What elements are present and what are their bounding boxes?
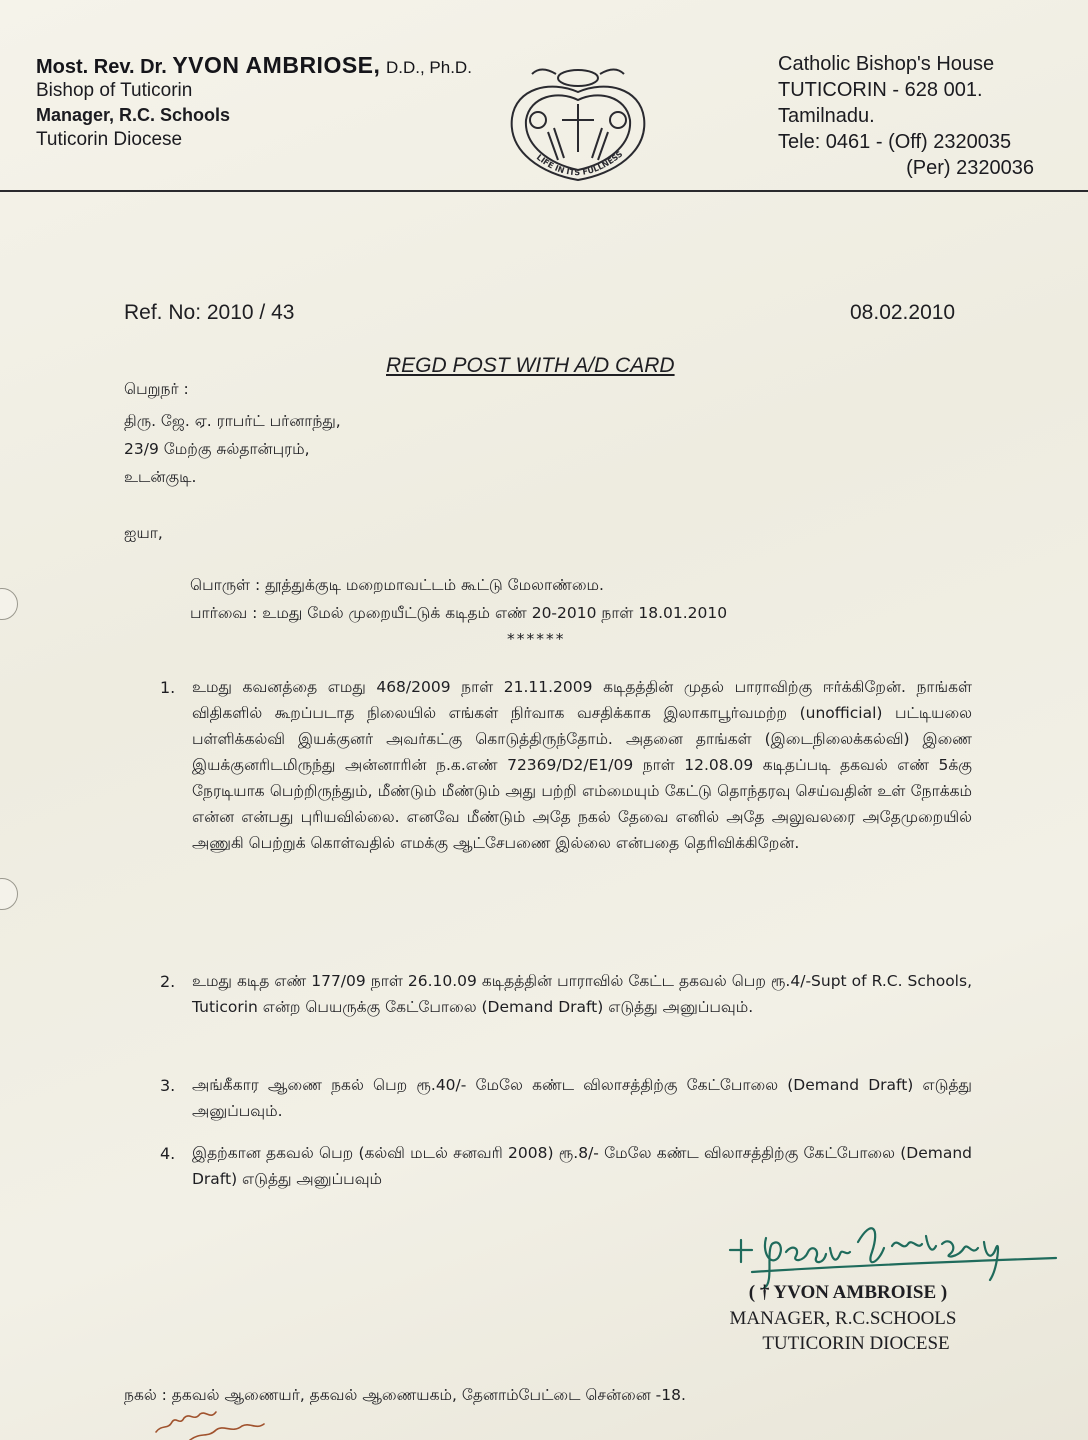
address-line-1: Catholic Bishop's House <box>778 53 995 75</box>
sender-diocese: Tuticorin Diocese <box>36 129 183 150</box>
point-paragraph: அங்கீகார ஆணை நகல் பெற ரூ.40/- மேலே கண்ட விலாசத்திற்கு கேட்போலை (Demand Draft) எடுத்து அனுப்பவும். <box>192 1076 972 1120</box>
point-number: 1. <box>160 678 176 697</box>
letter-date: 08.02.2010 <box>850 301 956 324</box>
phone-personal: (Per) 2320036 <box>906 157 1034 179</box>
address-line-2: TUTICORIN - 628 001. <box>778 79 983 101</box>
point-paragraph: உமது கவனத்தை எமது 468/2009 நாள் 21.11.2009 கடிதத்தின் முதல் பாராவிற்கு ஈர்க்கிறேன். நாங்கள் விதிகளில் கூறப்படாத நிலையில் எங்கள் நிர்வாக வசதிக்காக இலாகாபூர்வமற்ற (unofficial) பட்டியலை பள்ளிக்கல்வி இயக்குனர் அவர்கட்கு கொடுத்திருந்தோம். அதனை தாங்கள் (இடைநிலைக்கல்வி) இணை இயக்குனரிடமிருந்து அன்னாரின் ந.க.எண் 72369/D2/E1/09 நாள் 12.08.09 கடிதப்படி தகவல் எண் 5க்கு நேரடியாக பெற்றிருந்தும், மீண்டும் மீண்டும் அது பற்றி எம்மையும் கேட்டு தொந்தரவு செய்வதின் உள் நோக்கம் என்ன என்பது புரியவில்லை. எனவே மீண்டும் அதே நகல் தேவை எனில் அதே அலுவலரை அதேமுறையில் அணுகி பெற்றுக் கொள்வதில் எமக்கு ஆட்சேபணை இல்லை என்பதை தெரிவிக்கிறேன். <box>192 678 972 852</box>
reference-number: Ref. No: 2010 / 43 <box>124 301 295 324</box>
letterhead-divider <box>0 190 1088 192</box>
svg-text:LIFE IN ITS FULLNESS <box>535 149 625 177</box>
subject-line: பொருள் : தூத்துக்குடி மறைமாவட்டம் கூட்டு மேலாண்மை. <box>190 576 604 594</box>
signatory-diocese: TUTICORIN DIOCESE <box>762 1333 950 1354</box>
diocese-seal-icon <box>498 62 658 186</box>
seal-motto: LIFE IN ITS FULLNESS <box>534 149 625 178</box>
recipient-label: பெறுநர் : <box>124 380 189 398</box>
reference-line: பார்வை : உமது மேல் முறையீட்டுக் கடிதம் எண் 20-2010 நாள் 18.01.2010 <box>190 604 728 622</box>
salutation: ஐயா, <box>124 524 163 542</box>
signatory-name: ( † YVON AMBROISE ) <box>748 1282 948 1303</box>
post-type-heading: REGD POST WITH A/D CARD <box>386 354 675 377</box>
point-number: 3. <box>160 1076 176 1095</box>
recipient-name: திரு. ஜே. ஏ. ராபர்ட் பர்னாந்து, <box>124 412 341 430</box>
point-paragraph: இதற்கான தகவல் பெற (கல்வி மடல் சனவரி 2008) ரூ.8/- மேலே கண்ட விலாசத்திற்கு கேட்போலை (Demand Draft) எடுத்து அனுப்பவும் <box>192 1144 972 1188</box>
separator: ****** <box>507 630 566 648</box>
point-paragraph: உமது கடித எண் 177/09 நாள் 26.10.09 கடிதத்தின் பாராவில் கேட்ட தகவல் பெற ரூ.4/-Supt of R.C. Schools, Tuticorin என்ற பெயருக்கு கேட்போலை (Demand Draft) எடுத்து அனுப்பவும். <box>192 972 972 1016</box>
sender-title: Bishop of Tuticorin <box>36 80 193 101</box>
signatory-title: MANAGER, R.C.SCHOOLS <box>729 1308 957 1329</box>
handwritten-note <box>150 1400 290 1440</box>
recipient-street: 23/9 மேற்கு சுல்தான்புரம், <box>124 440 310 458</box>
point-number: 4. <box>160 1144 176 1163</box>
phone-office: Tele: 0461 - (Off) 2320035 <box>778 131 1012 153</box>
recipient-town: உடன்குடி. <box>124 468 197 486</box>
sender-manager: Manager, R.C. Schools <box>36 105 231 125</box>
sender-name: Most. Rev. Dr. YVON AMBRIOSE, D.D., Ph.D. <box>36 52 472 78</box>
point-number: 2. <box>160 972 176 991</box>
address-line-3: Tamilnadu. <box>778 105 875 127</box>
copy-to-line: நகல் : தகவல் ஆணையர், தகவல் ஆணையகம், தேனாம்பேட்டை சென்னை -18. <box>124 1386 686 1404</box>
